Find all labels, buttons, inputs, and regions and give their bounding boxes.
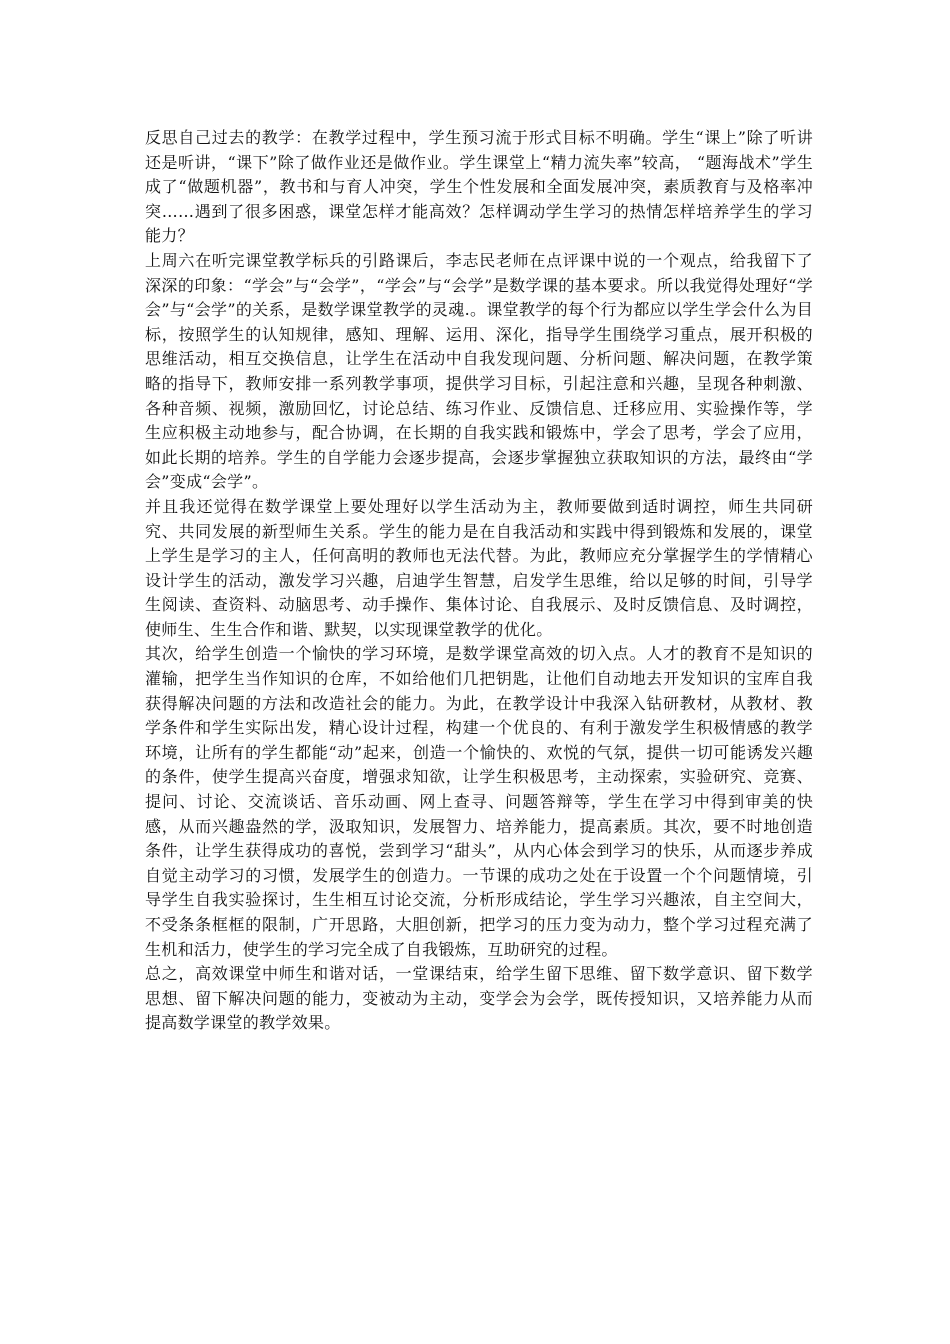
- paragraph-learning-environment: 其次，给学生创造一个愉快的学习环境，是数学课堂高效的切入点。人才的教育不是知识的灌输，把学生当作知识的仓库，不如给他们几把钥匙，让他们自动地去开发知识的宝库自我获得解决问题的方法和改造社会的能力。为此，在教学设计中我深入钻研教材，从教材、教学条件和学生实际出发，精心设计过程，构建一个优良的、有利于激发学生积极情感的教学环境，让所有的学生都能“动”起来，创造一个愉快的、欢悦的气氛，提供一切可能诱发兴趣的条件，使学生提高兴奋度，增强求知欲，让学生积极思考，主动探索，实验研究、竞赛、提问、讨论、交流谈话、音乐动画、网上查寻、问题答辩等，学生在学习中得到审美的快感，从而兴趣盎然的学，汲取知识，发展智力、培养能力，提高素质。其次，要不时地创造条件，让学生获得成功的喜悦，尝到学习“甜头”，从内心体会到学习的快乐，从而逐步养成自觉主动学习的习惯，发展学生的创造力。一节课的成功之处在于设置一个个问题情境，引导学生自我实验探讨，生生相互讨论交流，分析形成结论，学生学习兴趣浓，自主空间大，不受条条框框的限制，广开思路，大胆创新，把学习的压力变为动力，整个学习过程充满了生机和活力，使学生的学习完全成了自我锻炼，互助研究的过程。: [145, 644, 813, 959]
- paragraph-learn-vs-know-how: 上周六在听完课堂教学标兵的引路课后，李志民老师在点评课中说的一个观点，给我留下了深深的印象：“学会”与“会学”，“学会”与“会学”是数学课的基本要求。所以我觉得处理好“学会”与“会学”的关系，是数学课堂教学的灵魂.。课堂教学的每个行为都应以学生学会什么为目标，按照学生的认知规律，感知、理解、运用、深化，指导学生围绕学习重点，展开积极的思维活动，相互交换信息，让学生在活动中自我发现问题、分析问题、解决问题，在教学策略的指导下，教师安排一系列教学事项，提供学习目标，引起注意和兴趣，呈现各种刺激、各种音频、视频，激励回忆，讨论总结、练习作业、反馈信息、迁移应用、实验操作等，学生应积极主动地参与，配合协调，在长期的自我实践和锻炼中，学会了思考，学会了应用，如此长期的培养。学生的自学能力会逐步提高，会逐步掌握独立获取知识的方法，最终由“学会”变成“会学”。: [145, 250, 813, 492]
- paragraph-conclusion: 总之，高效课堂中师生和谐对话，一堂课结束，给学生留下思维、留下数学意识、留下数学思想、留下解决问题的能力，变被动为主动，变学会为会学，既传授知识，又培养能力从而提高数学课堂的教学效果。: [145, 964, 813, 1033]
- paragraph-student-activity: 并且我还觉得在数学课堂上要处理好以学生活动为主，教师要做到适时调控，师生共同研究、共同发展的新型师生关系。学生的能力是在自我活动和实践中得到锻炼和发展的，课堂上学生是学习的主人，任何高明的教师也无法代替。为此，教师应充分掌握学生的学情精心设计学生的活动，激发学习兴趣，启迪学生智慧，启发学生思维，给以足够的时间，引导学生阅读、查资料、动脑思考、动手操作、集体讨论、自我展示、及时反馈信息、及时调控，使师生、生生合作和谐、默契，以实现课堂教学的优化。: [145, 496, 813, 639]
- paragraph-reflection: 反思自己过去的教学：在教学过程中，学生预习流于形式目标不明确。学生“课上”除了听讲还是听讲，“课下”除了做作业还是做作业。学生课堂上“精力流失率”较高， “题海战术”学生成了“做题机器”，教书和与育人冲突，学生个性发展和全面发展冲突，素质教育与及格率冲突……遇到了很多困惑，课堂怎样才能高效？怎样调动学生学习的热情怎样培养学生的学习能力？: [145, 128, 813, 246]
- document-body: [145, 126, 813, 1036]
